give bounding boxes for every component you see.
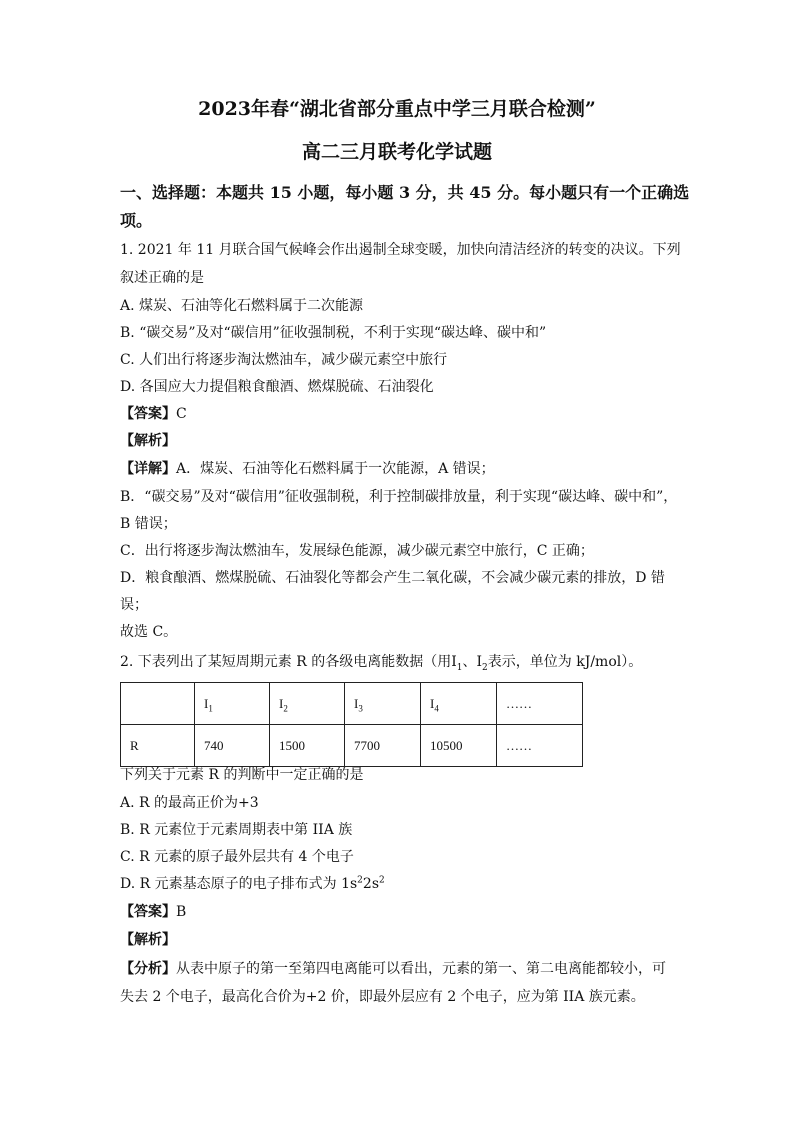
answer-value: B — [176, 904, 187, 920]
answer-value: C — [176, 406, 187, 422]
table-cell-i3: 7700 — [345, 725, 421, 767]
q2-option-d: D. R 元素基态原子的电子排布式为 $1s^22s^2$ — [120, 875, 385, 892]
answer-label: 【答案】 — [120, 406, 176, 422]
table-header-i3: $I_3$ — [345, 683, 421, 725]
q1-stem: 1. 2021 年 11 月联合国气候峰会作出遏制全球变暖，加快向清洁经济的转变的决议。下列 — [120, 242, 681, 258]
q1-detail-b: B．“碳交易”及对“碳信用”征收强制税，利于控制碳排放量，利于实现“碳达峰、碳中和”， — [120, 489, 678, 505]
fenxi-label: 【分析】 — [120, 961, 176, 977]
q1-option-b: B. “碳交易”及对“碳信用”征收强制税，不利于实现“碳达峰、碳中和” — [120, 325, 547, 341]
q2-option-a: A. R 的最高正价为+3 — [120, 795, 259, 811]
q1-option-a: A. 煤炭、石油等化石燃料属于二次能源 — [120, 298, 364, 314]
q2-analysis-label: 【解析】 — [120, 932, 176, 948]
section-heading-cont: 项。 — [120, 211, 153, 230]
ionization-energy-table — [120, 682, 583, 767]
table-cell-empty — [121, 683, 195, 725]
q1-detail-c: C．出行将逐步淘汰燃油车，发展绿色能源，减少碳元素空中旅行，C 正确； — [120, 543, 594, 559]
q1-detail-b-cont: B 错误； — [120, 516, 177, 532]
table-header-i4: $I_4$ — [421, 683, 497, 725]
exam-title: 2023年春“湖北省部分重点中学三月联合检测” — [198, 98, 596, 120]
q1-analysis-label: 【解析】 — [120, 433, 176, 449]
table-row-label: R — [121, 725, 195, 767]
table-cell-i2: 1500 — [270, 725, 345, 767]
q1-detail-d-cont: 误； — [120, 597, 148, 613]
detail-label: 【详解】 — [120, 461, 176, 477]
q2-option-b: B. R 元素位于元素周期表中第 IIA 族 — [120, 822, 353, 838]
exam-subtitle: 高二三月联考化学试题 — [301, 141, 492, 163]
q1-answer — [120, 404, 187, 424]
table-header-ellipsis: …… — [497, 683, 583, 725]
q2-answer — [120, 902, 186, 922]
table-header-row — [121, 683, 583, 725]
q1-option-c: C. 人们出行将逐步淘汰燃油车，减少碳元素空中旅行 — [120, 352, 448, 368]
q2-fenxi: 【分析】从表中原子的第一至第四电离能可以看出，元素的第一、第二电离能都较小，可 — [120, 961, 666, 977]
answer-label: 【答案】 — [120, 904, 176, 920]
q2-fenxi-cont: 失去 2 个电子，最高化合价为+2 价，即最外层应有 2 个电子，应为第 IIA 族元素。 — [120, 989, 645, 1005]
q1-detail-a — [120, 459, 495, 479]
table-header-i1: $I_1$ — [195, 683, 270, 725]
table-cell-i1: 740 — [195, 725, 270, 767]
table-header-i2: $I_2$ — [270, 683, 345, 725]
q1-stem-cont: 叙述正确的是 — [120, 270, 204, 286]
q1-detail-d: D．粮食酿酒、燃煤脱硫、石油裂化等都会产生二氧化碳，不会减少碳元素的排放，D 错 — [120, 570, 665, 586]
table-row — [121, 725, 583, 767]
q1-option-d: D. 各国应大力提倡粮食酿酒、燃煤脱硫、石油裂化 — [120, 379, 434, 395]
q2-option-c: C. R 元素的原子最外层共有 4 个电子 — [120, 849, 354, 865]
table-cell-ellipsis: …… — [497, 725, 583, 767]
section-heading: 一、选择题：本题共 15 小题，每小题 3 分，共 45 分。每小题只有一个正确选 — [120, 183, 690, 202]
q2-question: 下列关于元素 R 的判断中一定正确的是 — [120, 767, 364, 783]
detail-a-text: A．煤炭、石油等化石燃料属于一次能源，A 错误； — [176, 461, 495, 477]
q2-stem: 2. 下表列出了某短周期元素 R 的各级电离能数据（用$I_1$、$I_2$表示，单位为 kJ/mol）。 — [120, 654, 643, 673]
table-cell-i4: 10500 — [421, 725, 497, 767]
q1-conclusion: 故选 C。 — [120, 624, 178, 640]
